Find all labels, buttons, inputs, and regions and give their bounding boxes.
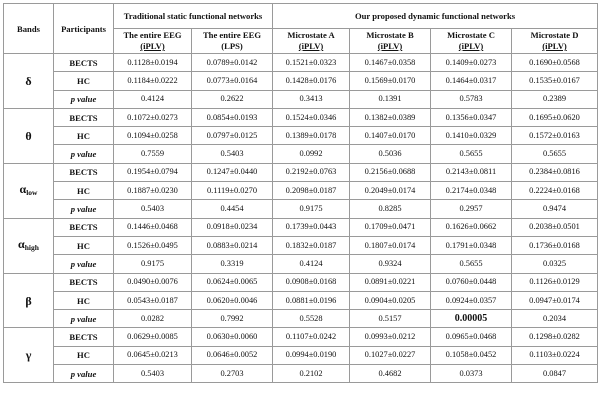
p-value-cell: 0.7559 xyxy=(114,145,192,163)
p-value-cell: 0.0992 xyxy=(273,145,350,163)
value-cell: 0.1126±0.0129 xyxy=(512,273,598,291)
column-metric: (iPLV) xyxy=(542,41,567,51)
band-symbol: θ xyxy=(25,128,32,143)
table-row xyxy=(4,145,598,163)
value-cell: 0.1356±0.0347 xyxy=(431,108,512,126)
p-value-cell: 0.8285 xyxy=(350,200,431,218)
column-header xyxy=(350,29,431,54)
value-cell: 0.0789±0.0142 xyxy=(192,54,273,72)
header-row-groups xyxy=(4,4,598,29)
value-cell: 0.1184±0.0222 xyxy=(114,72,192,90)
value-cell: 0.0994±0.0190 xyxy=(273,346,350,364)
column-metric: (LPS) xyxy=(221,41,243,51)
results-table-container xyxy=(3,3,598,383)
table-row xyxy=(4,236,598,254)
bands-header: Bands xyxy=(4,4,54,54)
value-cell: 0.1128±0.0194 xyxy=(114,54,192,72)
table-row xyxy=(4,310,598,328)
p-value-cell: 0.0847 xyxy=(512,365,598,383)
value-cell: 0.1569±0.0170 xyxy=(350,72,431,90)
participant-label: BECTS xyxy=(54,163,114,181)
value-cell: 0.0760±0.0448 xyxy=(431,273,512,291)
value-cell: 0.2049±0.0174 xyxy=(350,182,431,200)
column-metric: (iPLV) xyxy=(140,41,165,51)
band-label xyxy=(4,218,54,273)
table-row xyxy=(4,365,598,383)
p-value-cell: 0.5655 xyxy=(431,255,512,273)
p-value-cell: 0.4124 xyxy=(114,90,192,108)
value-cell: 0.2384±0.0816 xyxy=(512,163,598,181)
band-symbol: β xyxy=(25,293,32,308)
column-header xyxy=(114,29,192,54)
value-cell: 0.1807±0.0174 xyxy=(350,236,431,254)
value-cell: 0.0646±0.0052 xyxy=(192,346,273,364)
value-cell: 0.1382±0.0389 xyxy=(350,108,431,126)
value-cell: 0.1407±0.0170 xyxy=(350,127,431,145)
band-symbol: α xyxy=(18,236,25,251)
table-row xyxy=(4,163,598,181)
value-cell: 0.2038±0.0501 xyxy=(512,218,598,236)
value-cell: 0.0797±0.0125 xyxy=(192,127,273,145)
p-value-label: p value xyxy=(54,310,114,328)
column-name: Microstate A xyxy=(287,30,335,40)
column-header xyxy=(431,29,512,54)
value-cell: 0.0629±0.0085 xyxy=(114,328,192,346)
table-row xyxy=(4,72,598,90)
p-value-cell: 0.3319 xyxy=(192,255,273,273)
p-value-cell: 0.2389 xyxy=(512,90,598,108)
value-cell: 0.1058±0.0452 xyxy=(431,346,512,364)
p-value-cell: 0.2622 xyxy=(192,90,273,108)
value-cell: 0.1027±0.0227 xyxy=(350,346,431,364)
p-value-cell: 0.0282 xyxy=(114,310,192,328)
value-cell: 0.1409±0.0273 xyxy=(431,54,512,72)
p-value-cell: 0.9175 xyxy=(114,255,192,273)
value-cell: 0.1736±0.0168 xyxy=(512,236,598,254)
results-table xyxy=(3,3,598,383)
participant-label: HC xyxy=(54,182,114,200)
p-value-cell: 0.5655 xyxy=(512,145,598,163)
table-row xyxy=(4,54,598,72)
value-cell: 0.1446±0.0468 xyxy=(114,218,192,236)
value-cell: 0.0773±0.0164 xyxy=(192,72,273,90)
table-row xyxy=(4,127,598,145)
p-value-cell: 0.1391 xyxy=(350,90,431,108)
value-cell: 0.0630±0.0060 xyxy=(192,328,273,346)
participant-label: BECTS xyxy=(54,273,114,291)
value-cell: 0.2224±0.0168 xyxy=(512,182,598,200)
p-value-cell: 0.5403 xyxy=(192,145,273,163)
column-name: Microstate D xyxy=(530,30,579,40)
value-cell: 0.0993±0.0212 xyxy=(350,328,431,346)
p-value-label: p value xyxy=(54,200,114,218)
participant-label: HC xyxy=(54,236,114,254)
band-symbol: α xyxy=(19,181,27,196)
value-cell: 0.0881±0.0196 xyxy=(273,291,350,309)
band-label xyxy=(4,163,54,218)
p-value-cell: 0.9175 xyxy=(273,200,350,218)
value-cell: 0.1072±0.0273 xyxy=(114,108,192,126)
value-cell: 0.1119±0.0270 xyxy=(192,182,273,200)
p-value-cell: 0.5157 xyxy=(350,310,431,328)
results-table-body xyxy=(4,54,598,383)
p-value-cell: 0.4124 xyxy=(273,255,350,273)
value-cell: 0.2174±0.0348 xyxy=(431,182,512,200)
participant-label: BECTS xyxy=(54,218,114,236)
value-cell: 0.0883±0.0214 xyxy=(192,236,273,254)
p-value-cell: 0.7992 xyxy=(192,310,273,328)
value-cell: 0.1791±0.0348 xyxy=(431,236,512,254)
p-value-cell: 0.5655 xyxy=(431,145,512,163)
table-row xyxy=(4,182,598,200)
p-value-cell: 0.4682 xyxy=(350,365,431,383)
traditional-group-header: Traditional static functional networks xyxy=(114,4,273,29)
band-label xyxy=(4,108,54,163)
band-subscript: low xyxy=(26,187,38,197)
participant-label: BECTS xyxy=(54,54,114,72)
value-cell: 0.0645±0.0213 xyxy=(114,346,192,364)
value-cell: 0.1709±0.0471 xyxy=(350,218,431,236)
p-value-label: p value xyxy=(54,365,114,383)
column-header xyxy=(273,29,350,54)
p-value-label: p value xyxy=(54,145,114,163)
value-cell: 0.1389±0.0178 xyxy=(273,127,350,145)
value-cell: 0.2192±0.0763 xyxy=(273,163,350,181)
column-metric: (iPLV) xyxy=(298,41,324,51)
p-value-cell: 0.2703 xyxy=(192,365,273,383)
value-cell: 0.0924±0.0357 xyxy=(431,291,512,309)
p-value-cell: 0.3413 xyxy=(273,90,350,108)
value-cell: 0.1832±0.0187 xyxy=(273,236,350,254)
table-row xyxy=(4,273,598,291)
value-cell: 0.1526±0.0495 xyxy=(114,236,192,254)
column-name: The entire EEG xyxy=(202,30,262,40)
value-cell: 0.0620±0.0046 xyxy=(192,291,273,309)
p-value-cell: 0.4454 xyxy=(192,200,273,218)
value-cell: 0.1094±0.0258 xyxy=(114,127,192,145)
value-cell: 0.0543±0.0187 xyxy=(114,291,192,309)
p-value-cell: 0.5528 xyxy=(273,310,350,328)
participant-label: HC xyxy=(54,72,114,90)
participant-label: HC xyxy=(54,291,114,309)
table-row xyxy=(4,90,598,108)
column-header xyxy=(512,29,598,54)
value-cell: 0.0947±0.0174 xyxy=(512,291,598,309)
value-cell: 0.0904±0.0205 xyxy=(350,291,431,309)
value-cell: 0.1954±0.0794 xyxy=(114,163,192,181)
table-row xyxy=(4,108,598,126)
band-label xyxy=(4,273,54,328)
value-cell: 0.0490±0.0076 xyxy=(114,273,192,291)
p-value-cell: 0.0325 xyxy=(512,255,598,273)
table-row xyxy=(4,291,598,309)
value-cell: 0.1690±0.0568 xyxy=(512,54,598,72)
band-subscript: high xyxy=(24,242,39,252)
value-cell: 0.1107±0.0242 xyxy=(273,328,350,346)
p-value-cell: 0.5403 xyxy=(114,365,192,383)
value-cell: 0.1535±0.0167 xyxy=(512,72,598,90)
value-cell: 0.1428±0.0176 xyxy=(273,72,350,90)
value-cell: 0.0624±0.0065 xyxy=(192,273,273,291)
value-cell: 0.1887±0.0230 xyxy=(114,182,192,200)
table-row xyxy=(4,218,598,236)
value-cell: 0.1467±0.0358 xyxy=(350,54,431,72)
p-value-cell: 0.2957 xyxy=(431,200,512,218)
column-name: Microstate C xyxy=(447,30,495,40)
p-value-cell: 0.5403 xyxy=(114,200,192,218)
value-cell: 0.1695±0.0620 xyxy=(512,108,598,126)
p-value-cell: 0.9324 xyxy=(350,255,431,273)
value-cell: 0.1626±0.0662 xyxy=(431,218,512,236)
value-cell: 0.1521±0.0323 xyxy=(273,54,350,72)
value-cell: 0.1247±0.0440 xyxy=(192,163,273,181)
band-symbol: δ xyxy=(25,73,32,88)
table-row xyxy=(4,328,598,346)
p-value-cell: 0.0373 xyxy=(431,365,512,383)
participant-label: HC xyxy=(54,346,114,364)
value-cell: 0.1524±0.0346 xyxy=(273,108,350,126)
value-cell: 0.1572±0.0163 xyxy=(512,127,598,145)
value-cell: 0.0918±0.0234 xyxy=(192,218,273,236)
p-value-label: p value xyxy=(54,255,114,273)
value-cell: 0.0908±0.0168 xyxy=(273,273,350,291)
value-cell: 0.2143±0.0811 xyxy=(431,163,512,181)
proposed-group-header: Our proposed dynamic functional networks xyxy=(273,4,598,29)
p-value-cell: 0.2102 xyxy=(273,365,350,383)
value-cell: 0.0854±0.0193 xyxy=(192,108,273,126)
band-label xyxy=(4,54,54,109)
column-metric: (iPLV) xyxy=(458,41,484,51)
value-cell: 0.1410±0.0329 xyxy=(431,127,512,145)
value-cell: 0.1739±0.0443 xyxy=(273,218,350,236)
value-cell: 0.2098±0.0187 xyxy=(273,182,350,200)
p-value-cell: 0.9474 xyxy=(512,200,598,218)
value-cell: 0.1464±0.0317 xyxy=(431,72,512,90)
p-value-label: p value xyxy=(54,90,114,108)
band-symbol: γ xyxy=(25,348,32,363)
participant-label: HC xyxy=(54,127,114,145)
table-row xyxy=(4,200,598,218)
p-value-cell: 0.00005 xyxy=(431,310,512,328)
table-row xyxy=(4,255,598,273)
participant-label: BECTS xyxy=(54,328,114,346)
value-cell: 0.0891±0.0221 xyxy=(350,273,431,291)
band-label xyxy=(4,328,54,383)
column-metric: (iPLV) xyxy=(377,41,403,51)
participants-header: Participants xyxy=(54,4,114,54)
p-value-cell: 0.5036 xyxy=(350,145,431,163)
column-header xyxy=(192,29,273,54)
table-row xyxy=(4,346,598,364)
p-value-cell: 0.5783 xyxy=(431,90,512,108)
column-name: Microstate B xyxy=(366,30,414,40)
value-cell: 0.2156±0.0688 xyxy=(350,163,431,181)
value-cell: 0.0965±0.0468 xyxy=(431,328,512,346)
p-value-cell: 0.2034 xyxy=(512,310,598,328)
value-cell: 0.1298±0.0282 xyxy=(512,328,598,346)
value-cell: 0.1103±0.0224 xyxy=(512,346,598,364)
participant-label: BECTS xyxy=(54,108,114,126)
column-name: The entire EEG xyxy=(123,30,182,40)
